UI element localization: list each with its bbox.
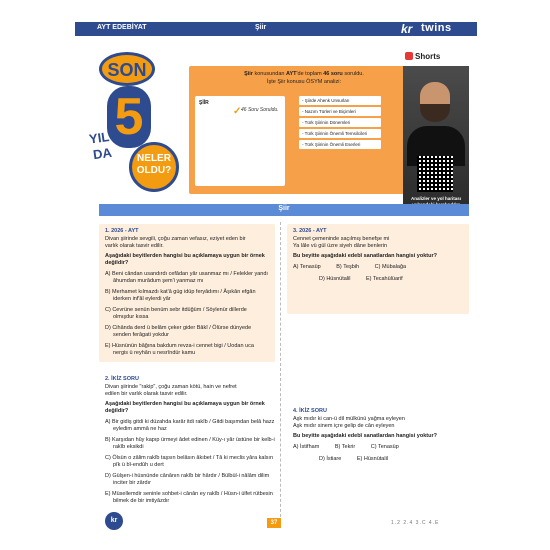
topic-label: Şiir xyxy=(255,24,267,31)
check-icon: ✓ xyxy=(233,106,242,117)
qr-code-icon[interactable] xyxy=(417,156,453,192)
topic-list xyxy=(299,96,381,151)
da-label: DA xyxy=(92,144,113,163)
analysis-box xyxy=(189,66,419,194)
section-title: Şiir xyxy=(278,205,290,212)
option-e: E) Hüsnünün bâğına bakdum revza-i cennet bigi / Uodan uca nergis ü reyhân u nesrîndür kamu xyxy=(105,342,254,356)
option-d: D) Gülşen-i hüsnünde cânânın rakîb bir hârdır / Bülbül-i nâlâm dilim inciter bir zârdır xyxy=(105,472,270,486)
topic-item: - Nazım Türleri ve Biçimleri xyxy=(299,107,381,116)
siir-label: ŞİİR xyxy=(199,100,209,106)
son-badge: SON xyxy=(99,52,155,86)
neler-oldu-badge: NELER OLDU? xyxy=(129,142,179,192)
yil-label: YIL- xyxy=(88,128,115,147)
document-page xyxy=(75,22,477,537)
option-d: D) Cihânda derd ü belâm çeker gider Bâkî / Ölürse dünyede senden ferâgati yokdur xyxy=(105,324,252,338)
question-2: 2. İKİZ SORU Divan şiirinde "rakip", çoğu zaman kötü, hain ve nefret edilen bir varlık olarak tasvir edilir. Aşağıdaki beyitlerden hangisi bu açıklamaya uygun bir örnek değildir? A) Bir gidiş gitdi ki düzahda karâr itdi rakîb / Gitdi başımdan belâ hazz eyledim ammâ ne haz B) Karşıdan hûy kapıp ürmeyi âdet edinen / Küy-ı yâr üstüne bir kelb-i rakîb eksikdi C) Ölsün o zâlim rakîb taşsın belâsın âkıbet / Tâ ki meclis yâra kalsın pîk ü bî-endûh u dert D) Gülşen-i hüsnünde cânânın rakîb bir hârdır / Bülbül-i nâlâm dilim inciter bir zârdır E) Müsellemdir seninle sohbet-i cânân ey rakîb / Hüsn-i ülfet rütbesin bilmek de bir imtiyâzdır xyxy=(105,376,277,506)
subject-label: AYT EDEBİYAT xyxy=(97,24,147,31)
brand-logo xyxy=(395,22,477,36)
option-b: B) Karşıdan hûy kapıp ürmeyi âdet edinen / Küy-ı yâr üstüne bir kelb-i rakîb eksikdi xyxy=(105,436,275,450)
option-a: A) Bir gidiş gitdi ki düzahda karâr itdi rakîb / Gitdi başımdan belâ hazz eyledim ammâ ne haz xyxy=(105,418,275,432)
answer-key: 1.2 2.4 3.C 4.E xyxy=(391,520,440,526)
brand-name: twins xyxy=(421,22,452,34)
question-3: 3. 2026 - AYT Cennet çemeninde saçılmış benefşe mi Ya lâle vü gül üzre siyeh dâne benlerin Bu beyitte aşağıdaki edebî sanatlardan hangisi yoktur? A) Tenasüp B) Teşbih C) Mübalağa D) Hüsnütalil E) Tecahülüarif xyxy=(287,224,469,314)
option-c: C) Cevrüne senün benüm sebr itdüğüm / Söylenür dillerde olmışdur kıssa xyxy=(105,306,247,320)
column-divider xyxy=(280,222,281,522)
section-title-bar xyxy=(99,204,469,216)
option-e: E) Müsellemdir seninle sohbet-i cânân ey rakîb / Hüsn-i ülfet rütbesin bilmek de bir imtiyâzdır xyxy=(105,490,273,504)
option-b: B) Tekrir xyxy=(334,444,356,450)
option-a: A) Beni cândan usandırdı cefâdan yâr usanmaz mı / Felekler yandı âhumdan murâdum şem'i yanmaz mı xyxy=(105,270,268,284)
brand-kr: kr xyxy=(401,22,413,36)
question-count-note: 46 Soru Soruldu. xyxy=(241,107,279,113)
question-4: 4. İKİZ SORU Aşk mıdır ki can-ü dil mülkünü yağma eyleyen Aşk mıdır sinem içre gelip de cân eyleyen Bu beyitte aşağıdaki edebî sanatlardan hangisi yoktur? A) İstifham B) Tekrir C) Tenasüp D) İstiare E) Hüsnütalil xyxy=(293,408,437,462)
header-bar xyxy=(75,22,477,36)
qr-caption: Analizler ve yol haritası xyxy=(410,196,462,201)
option-a: A) İstifham xyxy=(293,444,320,450)
page-number: 37 xyxy=(267,518,281,528)
option-c: C) Tenasüp xyxy=(370,444,399,450)
option-e: E) Hüsnütalil xyxy=(356,455,389,462)
question-1: 1. 2026 - AYT Divan şiirinde sevgili, çoğu zaman vefasız, eziyet eden bir varlık olarak tasvir edilir. Aşağıdaki beyitlerden hangisi bu açıklamaya uygun bir örnek değildir? A) Beni cândan usandırdı cefâdan yâr usanmaz mı / Felekler yandı âhumdan murâdum şem'i yanmaz mı B) Merhamet kılmazdı kat'â güg idüp feryâdımı / Âşıkân efgân iderken inf'âl eylerdi yâr C) Cevrüne senün benüm sebr itdüğüm / Söylenür dillerde olmışdur kıssa D) Cihânda derd ü belâm çeker gider Bâkî / Ölürse dünyede senden ferâgati yokdur E) Hüsnünün bâğına bakdum revza-i cennet bigi / Uodan uca nergis ü reyhân u nesrîndür kamu xyxy=(99,224,275,362)
shorts-panel[interactable] xyxy=(403,52,469,214)
option-d: D) Hüsnütalil xyxy=(319,275,351,282)
option-d: D) İstiare xyxy=(319,455,342,462)
option-b: B) Teşbih xyxy=(336,264,360,270)
topic-item: - Şiirde Ahenk Unsurları xyxy=(299,96,381,105)
topic-item: - Türk Şiirinin Önemli Eserleri xyxy=(299,140,381,149)
option-b: B) Merhamet kılmazdı kat'â güg idüp feryâdımı / Âşıkân efgân iderken inf'âl eylerdi yâr xyxy=(105,288,256,302)
hero-section xyxy=(88,52,399,200)
option-a: A) Tenasüp xyxy=(293,264,321,270)
shorts-label: Shorts xyxy=(405,52,440,61)
analysis-intro: Şiir konusundan AYT'de toplam 46 soru soruldu. İşte Şiir konusu ÖSYM analizi: xyxy=(244,71,364,85)
five-badge: 5 xyxy=(107,86,151,148)
topic-item: - Türk Şiirinin Dönemleri xyxy=(299,118,381,127)
kr-logo-icon: kr xyxy=(105,512,123,530)
topic-item: - Türk Şiirinin Önemli Temsilcileri xyxy=(299,129,381,138)
option-e: E) Tecahülüarif xyxy=(366,275,403,282)
option-c: C) Ölsün o zâlim rakîb taşsın belâsın âkıbet / Tâ ki meclis yâra kalsın pîk ü bî-endûh u dert xyxy=(105,454,274,468)
chart-area xyxy=(195,96,285,186)
presenter-photo xyxy=(403,66,469,214)
youtube-shorts-icon xyxy=(405,52,413,60)
option-c: C) Mübalağa xyxy=(374,264,407,270)
